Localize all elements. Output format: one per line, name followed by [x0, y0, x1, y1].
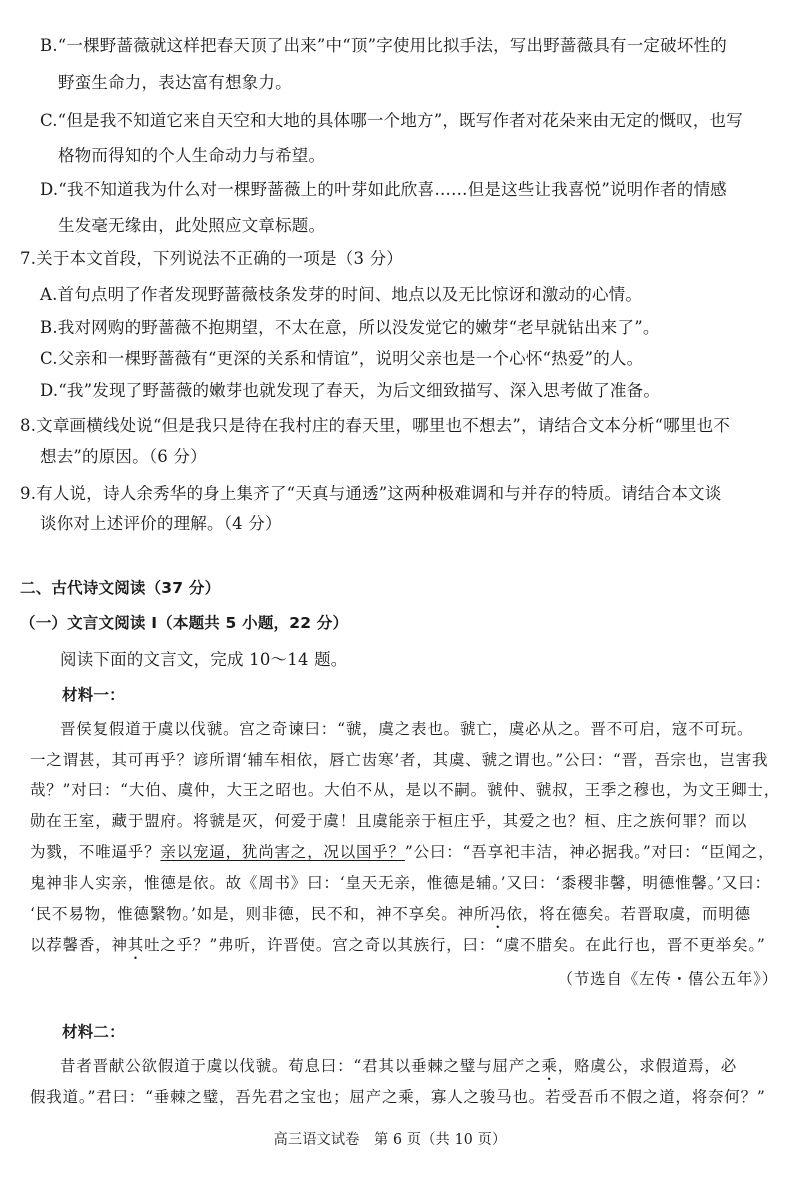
- question-8-line1: 8.文章画横线处说“但是我只是待在我村庄的春天里，哪里也不想去”，请结合文本分析“哪里也不: [20, 416, 731, 435]
- material-1-source: （节选自《左传・僖公五年》）: [557, 970, 778, 988]
- q6-option-d-line1: D.“我不知道我为什么对一棵野蔷薇上的叶芽如此欣喜……但是这些让我喜悦”说明作者的情感: [40, 180, 727, 199]
- material-1-line-5-start: 为戮，不唯逼乎？: [30, 843, 161, 861]
- material-1-line-5: [30, 841, 774, 863]
- q7-option-b: B.我对网购的野蔷薇不抱期望，不太在意，所以没发觉它的嫩芽“老早就钻出来了”。: [40, 318, 660, 337]
- emphasized-character: 乘: [541, 1057, 558, 1075]
- underlined-sentence: 亲以宠逼，犹尚害之，况以国乎？: [160, 843, 405, 861]
- section-2-title: 二、古代诗文阅读（37 分）: [20, 579, 221, 597]
- material-1-line-1: 晋侯复假道于虞以伐虢。宫之奇谏曰：“虢，虞之表也。虢亡，虞必从之。晋不可启，寇不可玩。: [60, 720, 754, 738]
- material-2-line-1-start: 昔者晋献公欲假道于虞以伐虢。荀息曰：“君其以垂棘之璧与屈产之: [60, 1057, 542, 1075]
- question-7-stem: 7.关于本文首段，下列说法不正确的一项是（3 分）: [20, 249, 403, 268]
- q6-option-b-line2: 野蛮生命力，表达富有想象力。: [58, 73, 292, 92]
- material-1-line-8-start: 以荐馨香，神: [30, 936, 128, 954]
- q6-option-d-line2: 生发毫无缘由，此处照应文章标题。: [58, 216, 326, 235]
- emphasized-character: 冯: [490, 905, 507, 923]
- material-1-line-7: [30, 903, 751, 932]
- material-1-line-2: 一之谓甚，其可再乎？谚所谓‘辅车相依，唇亡齿寒’者，其虞、虢之谓也。”公曰：“晋，吾宗也，岂害我: [30, 751, 769, 769]
- material-2-line-1: [60, 1055, 737, 1084]
- material-2-label: 材料二：: [62, 1023, 125, 1041]
- q7-option-a: A.首句点明了作者发现野蔷薇枝条发芽的时间、地点以及无比惊讶和激动的心情。: [40, 285, 643, 304]
- q6-option-c-line1: C.“但是我不知道它来自天空和大地的具体哪一个地方”，既写作者对花朵来由无定的慨叹，也写: [40, 111, 743, 130]
- material-1-line-7-start: ‘民不易物，惟德繄物。’如是，则非德，民不和，神不享矣。神所: [30, 905, 491, 923]
- q6-option-b-line1: B.“一棵野蔷薇就这样把春天顶了出来”中“顶”字使用比拟手法，写出野蔷薇具有一定破坏性的: [40, 36, 727, 55]
- material-1-line-3: 哉？”对曰：“大伯、虞仲，大王之昭也。大伯不从，是以不嗣。虢仲、虢叔，王季之穆也，为文王卿士，: [30, 781, 780, 799]
- material-1-label: 材料一：: [62, 686, 125, 704]
- material-1-line-5-end: ”公曰：“吾享祀丰洁，神必据我。”对曰：“臣闻之，: [404, 843, 775, 861]
- emphasized-character: 其: [127, 936, 145, 954]
- material-2-line-1-end: ，赂虞公，求假道焉，必: [557, 1057, 738, 1075]
- question-9-line2: 谈你对上述评价的理解。（4 分）: [40, 514, 282, 533]
- q6-option-c-line2: 格物而得知的个人生命动力与希望。: [58, 146, 326, 165]
- material-1-line-6: 鬼神非人实亲，惟德是依。故《周书》曰：‘皇天无亲，惟德是辅。’又曰：‘黍稷非馨，明德惟馨。’又曰：: [30, 874, 771, 892]
- page-footer: 高三语文试卷 第 6 页（共 10 页）: [273, 1132, 507, 1148]
- section-2-subtitle: （一）文言文阅读 I（本题共 5 小题，22 分）: [20, 614, 349, 632]
- material-1-line-8-end: 吐之乎？”弗听，许晋使。宫之奇以其族行，曰：“虞不腊矣。在此行也，晋不更举矣。”: [144, 936, 766, 954]
- material-1-line-4: 勋在王室，藏于盟府。将虢是灭，何爱于虞！且虞能亲于桓庄乎，其爱之也？桓、庄之族何罪？而以: [30, 812, 748, 830]
- material-1-line-7-end: 依，将在德矣。若晋取虞，而明德: [506, 905, 751, 923]
- question-9-line1: 9.有人说，诗人余秀华的身上集齐了“天真与通透”这两种极难调和与并存的特质。请结合本文谈: [20, 484, 722, 503]
- material-1-line-8: [30, 934, 766, 963]
- section-2-instruction: 阅读下面的文言文，完成 10～14 题。: [60, 650, 348, 669]
- q7-option-d: D.“我”发现了野蔷薇的嫩芽也就发现了春天，为后文细致描写、深入思考做了准备。: [40, 381, 661, 400]
- q7-option-c: C.父亲和一棵野蔷薇有“更深的关系和情谊”，说明父亲也是一个心怀“热爱”的人。: [40, 349, 644, 368]
- question-8-line2: 想去”的原因。（6 分）: [40, 447, 207, 466]
- material-2-line-2: 假我道。”君曰：“垂棘之璧，吾先君之宝也；屈产之乘，寡人之骏马也。若受吾币不假之道，将奈何？”: [30, 1088, 766, 1106]
